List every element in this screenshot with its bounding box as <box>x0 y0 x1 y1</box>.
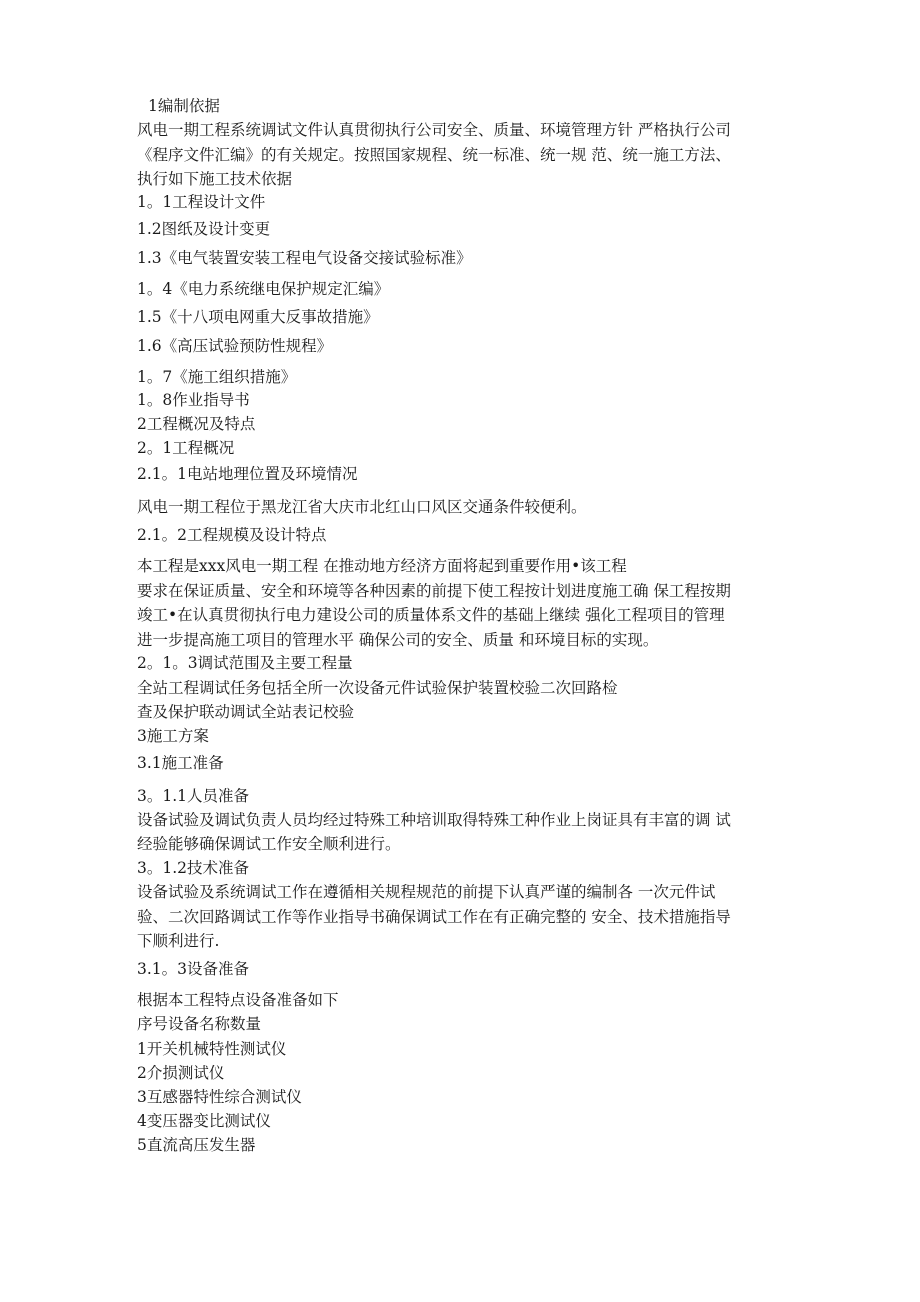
paragraph-line: 本工程是xxx风电一期工程 在推动地方经济方面将起到重要作用•该工程 <box>137 557 627 575</box>
equipment-item: 1开关机械特性测试仪 <box>137 1040 287 1058</box>
paragraph-line: 风电一期工程系统调试文件认真贯彻执行公司安全、质量、环境管理方针 严格执行公司 <box>137 121 731 139</box>
subheading: 2。1。3调试范围及主要工程量 <box>137 654 353 672</box>
list-item: 1。4《电力系统继电保护规定汇编》 <box>137 280 390 298</box>
paragraph-line: 查及保护联动调试全站表记校验 <box>137 703 355 721</box>
paragraph-line: 经验能够确保调试工作安全顺利进行。 <box>137 835 401 853</box>
paragraph-line: 下顺利进行. <box>137 932 220 950</box>
list-item: 1。1工程设计文件 <box>137 193 266 211</box>
paragraph-line: 设备试验及系统调试工作在遵循相关规程规范的前提下认真严谨的编制各 一次元件试 <box>137 883 716 901</box>
heading-3-plan: 3施工方案 <box>137 727 209 745</box>
paragraph-line: 竣工•在认真贯彻执行电力建设公司的质量体系文件的基础上继续 强化工程项目的管理 <box>137 606 725 624</box>
list-item: 1。7《施工组织措施》 <box>137 368 297 386</box>
subheading: 2。1工程概况 <box>137 439 235 457</box>
paragraph-line: 进一步提高施工项目的管理水平 确保公司的安全、质量 和环境目标的实现。 <box>137 631 659 649</box>
equipment-item: 4变压器变比测试仪 <box>137 1112 271 1130</box>
list-item: 1.2图纸及设计变更 <box>137 220 271 238</box>
paragraph-line: 根据本工程特点设备准备如下 <box>137 991 339 1009</box>
list-item: 1.3《电气装置安装工程电气设备交接试验标准》 <box>137 249 472 267</box>
heading-2-overview: 2工程概况及特点 <box>137 415 256 433</box>
equipment-item: 2介损测试仪 <box>137 1064 225 1082</box>
subheading: 3。1.2技术准备 <box>137 859 250 877</box>
subheading: 3.1施工准备 <box>137 754 224 772</box>
paragraph-line: 设备试验及调试负责人员均经过特殊工种培训取得特殊工种作业上岗证具有丰富的调 试 <box>137 811 731 829</box>
paragraph-line: 验、二次回路调试工作等作业指导书确保调试工作在有正确完整的 安全、技术措施指导 <box>137 908 731 926</box>
heading-1-basis: 1编制依据 <box>148 97 220 115</box>
list-item: 1.6《高压试验预防性规程》 <box>137 337 333 355</box>
equipment-item: 3互感器特性综合测试仪 <box>137 1088 302 1106</box>
list-item: 1。8作业指导书 <box>137 391 250 409</box>
equipment-item: 5直流高压发生器 <box>137 1136 256 1154</box>
subheading: 2.1。2工程规模及设计特点 <box>137 526 327 544</box>
subheading: 3.1。3设备准备 <box>137 960 250 978</box>
paragraph-line: 执行如下施工技术依据 <box>137 170 293 188</box>
subheading: 2.1。1电站地理位置及环境情况 <box>137 465 358 483</box>
paragraph-line: 全站工程调试任务包括全所一次设备元件试验保护装置校验二次回路检 <box>137 679 618 697</box>
paragraph-line: 要求在保证质量、安全和环境等各种因素的前提下使工程按计划进度施工确 保工程按期 <box>137 582 731 600</box>
list-item: 1.5《十八项电网重大反事故措施》 <box>137 308 379 326</box>
paragraph-line: 风电一期工程位于黑龙江省大庆市北红山口风区交通条件较便利。 <box>137 498 587 516</box>
subheading: 3。1.1人员准备 <box>137 787 250 805</box>
paragraph-line: 《程序文件汇编》的有关规定。按照国家规程、统一标准、统一规 范、统一施工方法、 <box>137 146 731 164</box>
table-header: 序号设备名称数量 <box>137 1015 262 1033</box>
